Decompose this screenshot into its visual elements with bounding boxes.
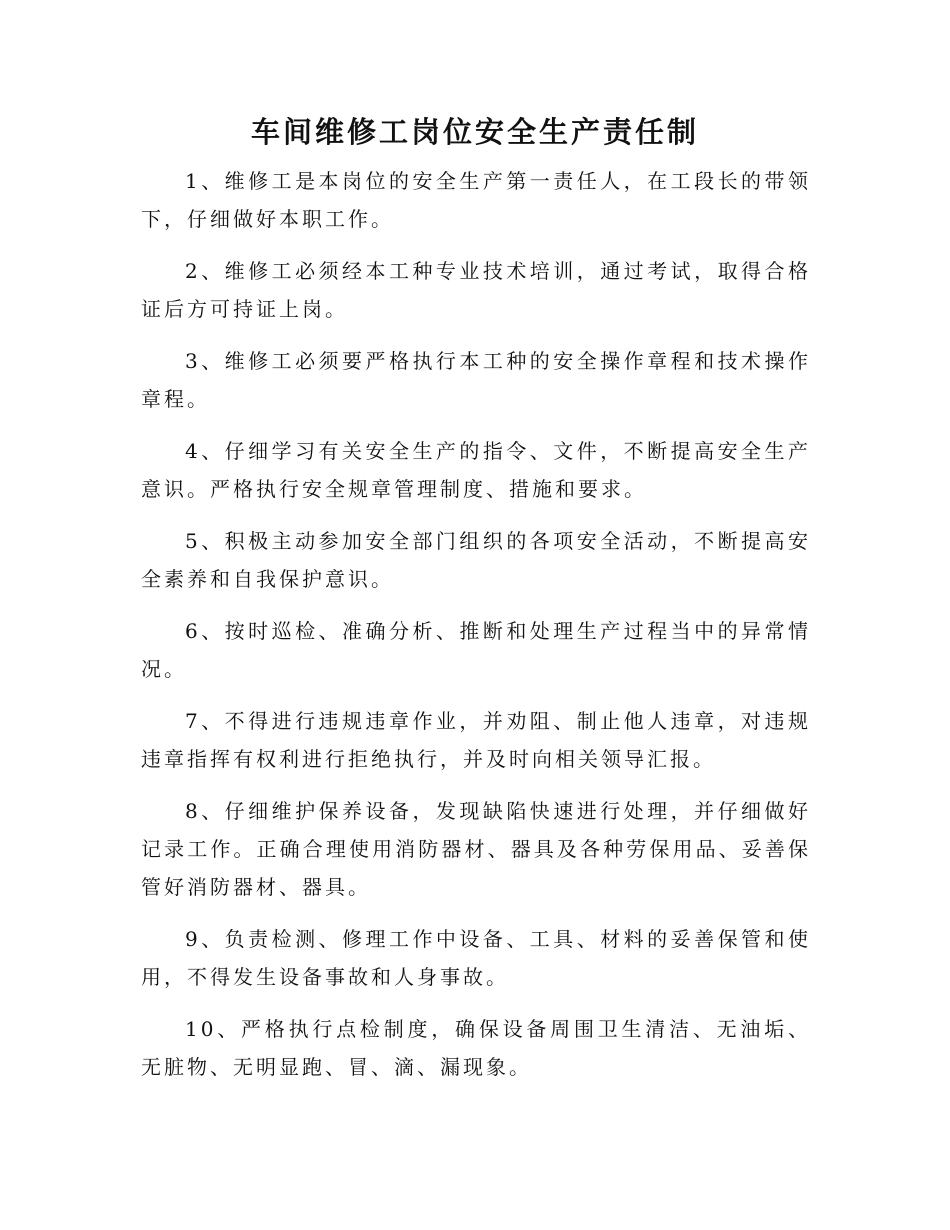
clause-10: 10、严格执行点检制度，确保设备周围卫生清洁、无油垢、无脏物、无明显跑、冒、滴、漏现象。 (141, 1017, 811, 1079)
clause-1: 1、维修工是本岗位的安全生产第一责任人，在工段长的带领下，仔细做好本职工作。 (141, 169, 811, 231)
clause-3: 3、维修工必须要严格执行本工种的安全操作章程和技术操作章程。 (141, 349, 811, 411)
clause-5: 5、积极主动参加安全部门组织的各项安全活动，不断提高安全素养和自我保护意识。 (141, 529, 811, 591)
clause-4: 4、仔细学习有关安全生产的指令、文件，不断提高安全生产意识。严格执行安全规章管理制度、措施和要求。 (141, 439, 811, 501)
document-body (141, 162, 811, 1100)
clause-6: 6、按时巡检、准确分析、推断和处理生产过程当中的异常情况。 (141, 619, 811, 681)
clause-9: 9、负责检测、修理工作中设备、工具、材料的妥善保管和使用，不得发生设备事故和人身事故。 (141, 927, 811, 989)
clause-2: 2、维修工必须经本工种专业技术培训，通过考试，取得合格证后方可持证上岗。 (141, 259, 811, 321)
clause-7: 7、不得进行违规违章作业，并劝阻、制止他人违章，对违规违章指挥有权利进行拒绝执行，并及时向相关领导汇报。 (141, 709, 811, 771)
clause-8: 8、仔细维护保养设备，发现缺陷快速进行处理，并仔细做好记录工作。正确合理使用消防器材、器具及各种劳保用品、妥善保管好消防器材、器具。 (141, 799, 811, 899)
document-title: 车间维修工岗位安全生产责任制 (250, 115, 699, 149)
